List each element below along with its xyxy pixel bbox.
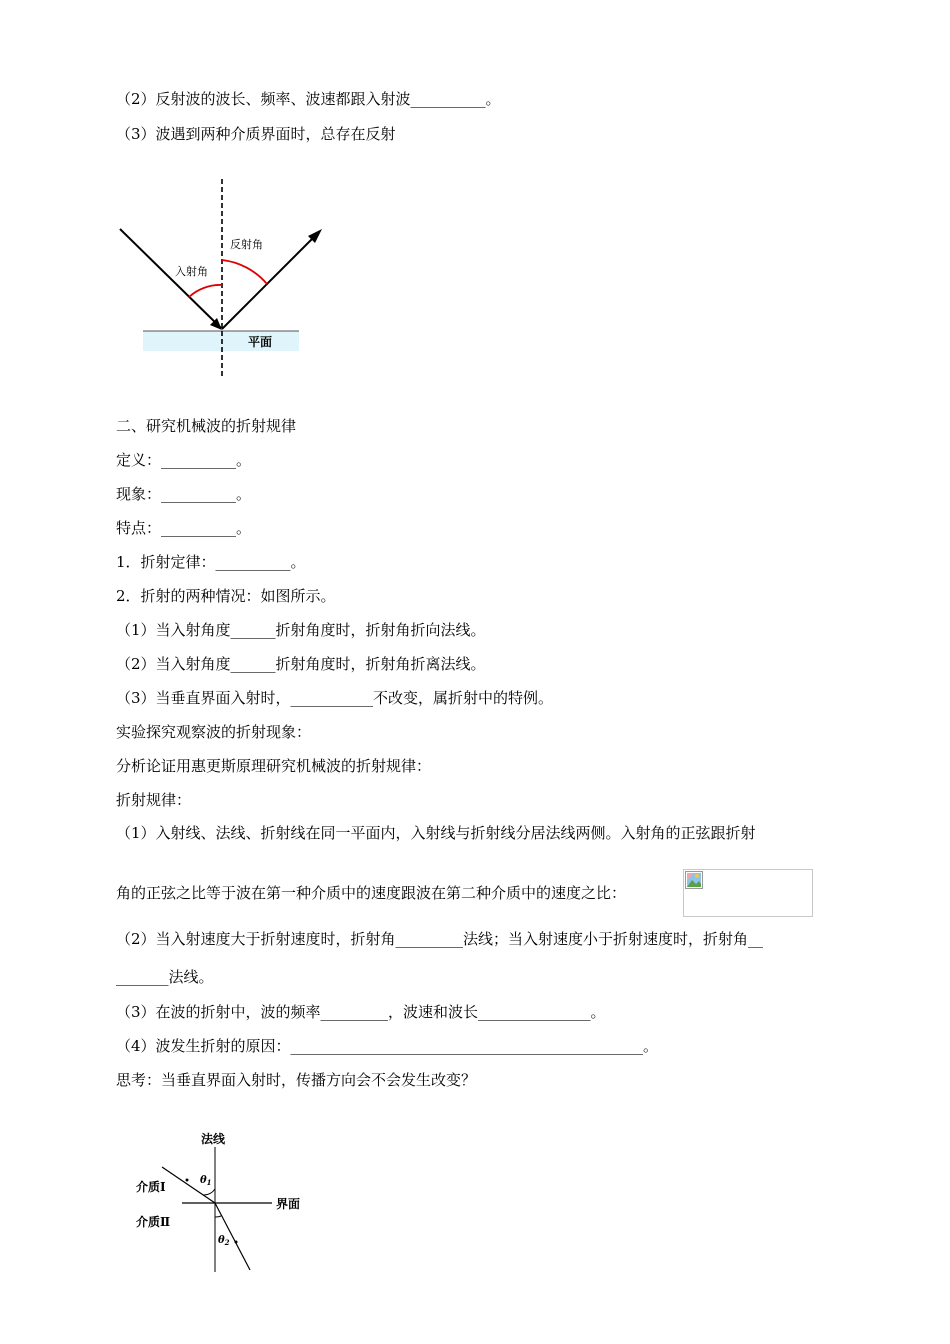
plane-label: 平面 — [248, 335, 273, 349]
theta2-subscript: 2 — [224, 1238, 230, 1247]
reflection-property-line: （2）反射波的波长、频率、波速都跟入射波__________。 — [116, 90, 501, 108]
theta2-arc — [215, 1216, 221, 1217]
theta1-subscript: 1 — [206, 1178, 212, 1187]
analysis-line: 分析论证用惠更斯原理研究机械波的折射规律： — [116, 757, 432, 775]
refraction-law-line: 1．折射定律：__________。 — [116, 553, 306, 571]
reflection-diagram — [110, 175, 340, 385]
normal-label: 法线 — [201, 1132, 226, 1146]
theta2-label — [218, 1235, 230, 1247]
case3-line: （3）当垂直界面入射时，___________不改变，属折射中的特例。 — [116, 689, 554, 707]
reflection-interface-line: （3）波遇到两种介质界面时，总存在反射 — [116, 125, 396, 143]
rule1-line-b: 角的正弦之比等于波在第一种介质中的速度跟波在第二种介质中的速度之比： — [116, 884, 627, 902]
theta2-symbol: θ — [218, 1235, 225, 1246]
rule1-line-a: （1）入射线、法线、折射线在同一平面内，入射线与折射线分居法线两侧。入射角的正弦跟折射 — [116, 824, 756, 842]
rule2-line-a: （2）当入射速度大于折射速度时，折射角_________法线；当入射速度小于折射速度时，折射角__ — [116, 930, 764, 948]
think-line: 思考：当垂直界面入射时，传播方向会不会发生改变？ — [116, 1071, 477, 1089]
definition-line: 定义：__________。 — [116, 451, 252, 469]
incident-ray — [120, 229, 221, 328]
plane-surface — [143, 331, 299, 351]
rule3-line: （3）在波的折射中，波的频率_________，波速和波长_______________。 — [116, 1003, 606, 1021]
phenomenon-line: 现象：__________。 — [116, 485, 252, 503]
theta1-arc — [203, 1189, 215, 1195]
reflect-angle-label: 反射角 — [230, 238, 263, 251]
case2-line: （2）当入射角度______折射角度时，折射角折离法线。 — [116, 655, 486, 673]
experiment-line: 实验探究观察波的折射现象： — [116, 723, 312, 741]
formula-image-placeholder — [683, 869, 813, 917]
theta1-symbol: θ — [200, 1175, 207, 1186]
theta1-label — [200, 1175, 212, 1187]
broken-image-icon — [685, 871, 703, 889]
feature-line: 特点：__________。 — [116, 519, 252, 537]
medium2-label: 介质Ⅱ — [136, 1215, 171, 1229]
rules-title: 折射规律： — [116, 791, 192, 809]
case1-line: （1）当入射角度______折射角度时，折射角折向法线。 — [116, 621, 486, 639]
incident-angle-label: 入射角 — [175, 265, 208, 278]
medium1-label: 介质Ⅰ — [136, 1180, 166, 1194]
refraction-diagram — [130, 1125, 330, 1280]
interface-label: 界面 — [276, 1197, 301, 1211]
incident-angle-arc — [189, 285, 222, 297]
rule4-line: （4）波发生折射的原因：_______________________________________________。 — [116, 1037, 659, 1055]
theta1-dot — [186, 1179, 189, 1182]
rule2-line-b: _______法线。 — [116, 968, 214, 986]
section-title: 二、研究机械波的折射规律 — [116, 417, 297, 435]
theta2-dot — [235, 1241, 238, 1244]
refraction-cases-line: 2．折射的两种情况：如图所示。 — [116, 587, 336, 605]
reflect-angle-arc — [222, 260, 267, 284]
